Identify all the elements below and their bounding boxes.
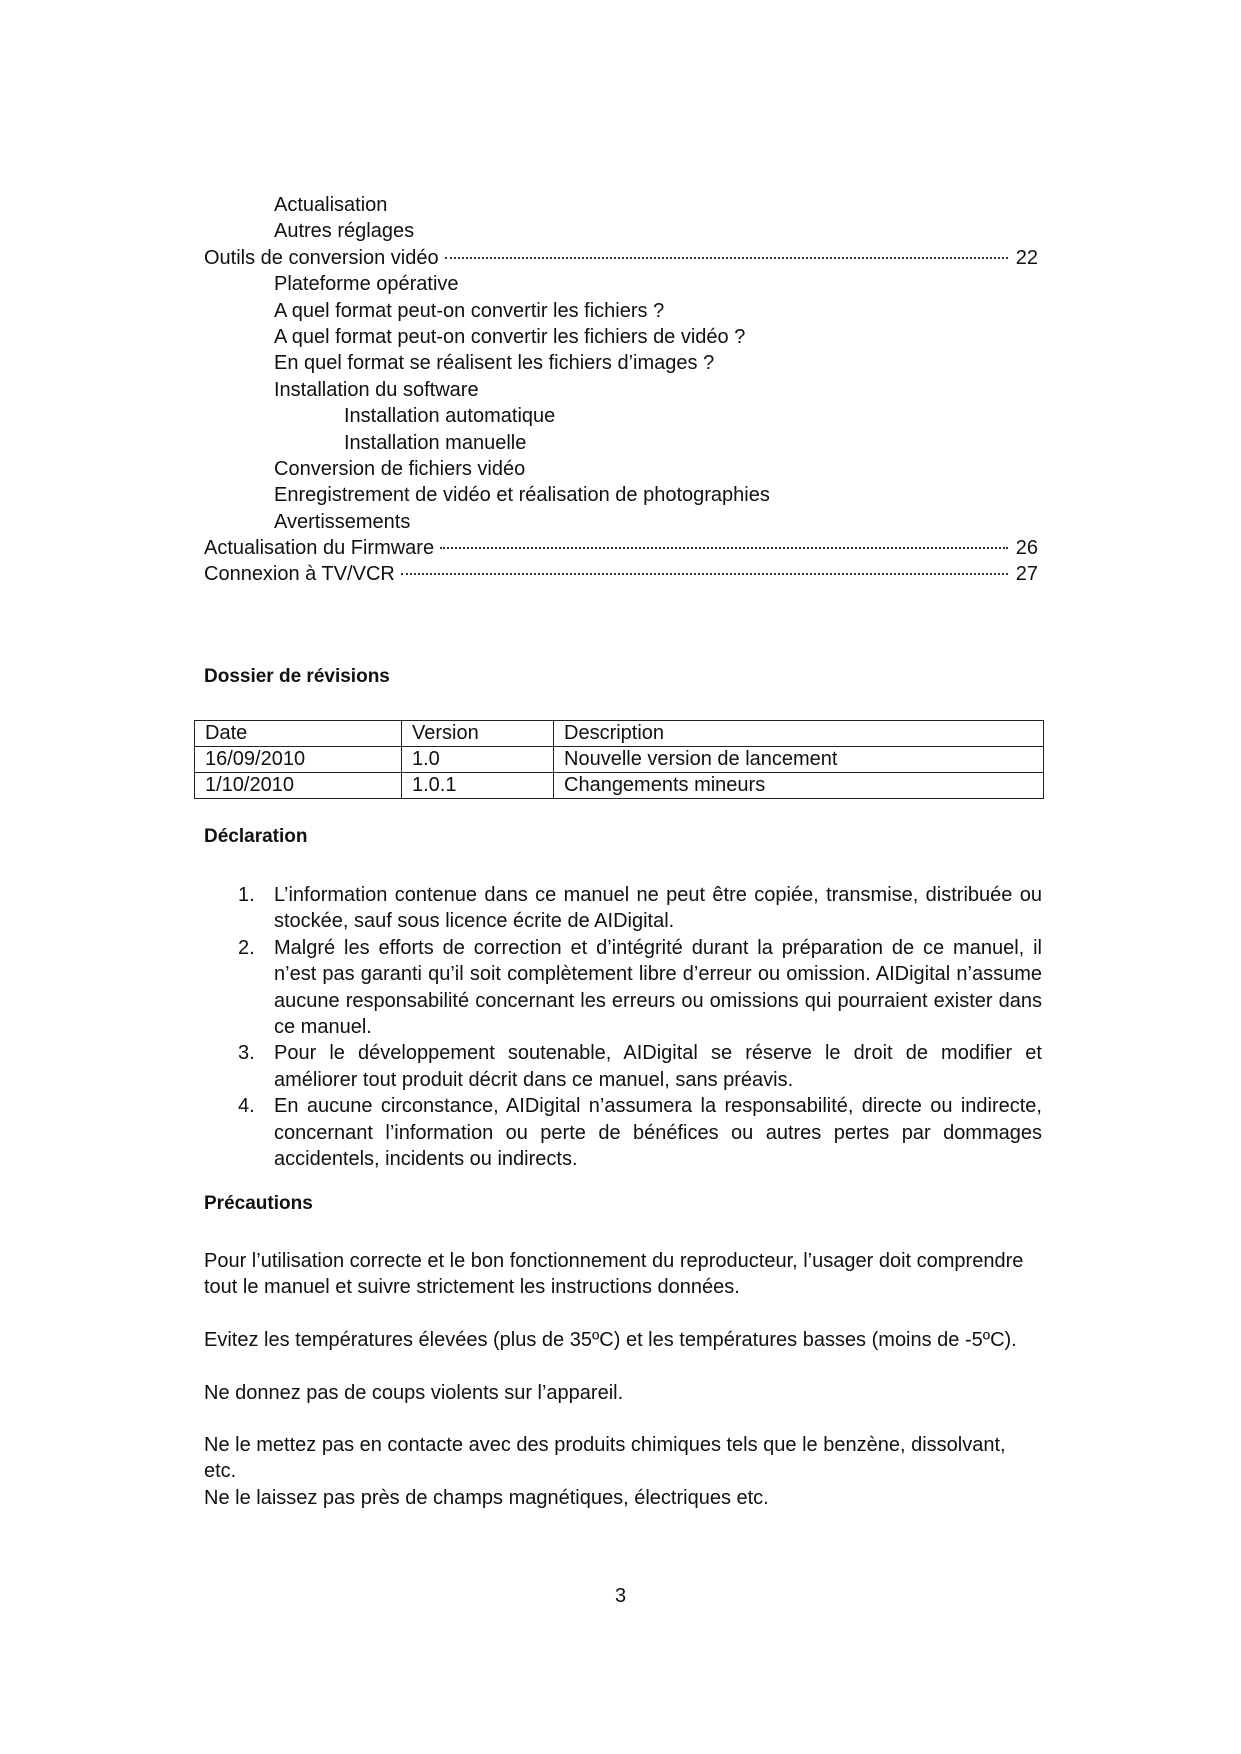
list-item-text: Malgré les efforts de correction et d’intégrité durant la préparation de ce manuel, il n’est pas garanti qu’il soit complètement libre d’erreur ou omission. AIDigital n’assume aucune responsabilité concernant les erreurs ou omissions qui pourraient exister dans ce manuel. (274, 936, 1042, 1039)
table-header-row (195, 721, 1044, 747)
toc-entry[interactable] (204, 192, 1038, 218)
list-item-number: 2. (238, 936, 255, 959)
list-item (204, 1040, 1042, 1093)
list-item (204, 882, 1042, 935)
table-header-cell: Description (554, 721, 1044, 747)
toc-entry-label: A quel format peut-on convertir les fichiers ? (274, 299, 665, 322)
toc-entry-label: Installation manuelle (344, 431, 527, 454)
toc-entry-label: Outils de conversion vidéo (204, 246, 439, 269)
toc-entry[interactable] (204, 509, 1038, 535)
toc-entry[interactable] (204, 377, 1038, 403)
declaration-list (204, 882, 1042, 1172)
toc-entry-label: Actualisation du Firmware (204, 537, 435, 560)
precaution-paragraph: Ne donnez pas de coups violents sur l’appareil. (204, 1382, 624, 1404)
toc-entry-label: Avertissements (274, 510, 411, 533)
toc-entry-label: Conversion de fichiers vidéo (274, 457, 526, 480)
precaution-paragraph: Ne le mettez pas en contacte avec des produits chimiques tels que le benzène, dissolvant, etc. (204, 1434, 1006, 1483)
table-of-contents (204, 192, 1038, 588)
toc-entry-label: Installation automatique (344, 405, 556, 428)
toc-leader-dots (445, 257, 1008, 259)
toc-entry-label: Installation du software (274, 378, 479, 401)
list-item (204, 935, 1042, 1041)
list-item-text: Pour le développement soutenable, AIDigital se réserve le droit de modifier et améliorer tout produit décrit dans ce manuel, sans préavis. (274, 1042, 1042, 1091)
toc-entry-label: Connexion à TV/VCR (204, 563, 395, 586)
toc-page-number: 22 (1015, 246, 1038, 269)
toc-entry[interactable] (204, 561, 1038, 587)
toc-entry[interactable] (204, 430, 1038, 456)
page-number: 3 (614, 1585, 627, 1607)
toc-entry[interactable] (204, 482, 1038, 508)
table-header-cell: Version (402, 721, 554, 747)
toc-entry-label: Plateforme opérative (274, 273, 459, 296)
toc-page-number: 27 (1015, 563, 1038, 586)
toc-entry-label: Actualisation (274, 194, 388, 216)
list-item-text: L’information contenue dans ce manuel ne peut être copiée, transmise, distribuée ou stockée, sauf sous licence écrite de AIDigital. (274, 884, 1042, 933)
toc-entry[interactable] (204, 535, 1038, 561)
list-item-number: 4. (238, 1095, 255, 1118)
revisions-heading: Dossier de révisions (204, 666, 390, 687)
toc-entry[interactable] (204, 218, 1038, 244)
table-cell: Nouvelle version de lancement (554, 747, 1044, 773)
toc-entry[interactable] (204, 403, 1038, 429)
toc-entry[interactable] (204, 298, 1038, 324)
list-item (204, 1093, 1042, 1172)
precaution-paragraph: Evitez les températures élevées (plus de 35ºC) et les températures basses (moins de -5ºC). (204, 1329, 1017, 1351)
table-row (195, 773, 1044, 799)
table-cell: 1.0.1 (402, 773, 554, 799)
toc-leader-dots (440, 547, 1008, 549)
precautions-heading: Précautions (204, 1193, 313, 1214)
toc-entry-label: En quel format se réalisent les fichiers d’images ? (274, 352, 715, 375)
table-header-cell: Date (195, 721, 402, 747)
toc-entry[interactable] (204, 245, 1038, 271)
precaution-paragraph: Ne le laissez pas près de champs magnétiques, électriques etc. (204, 1487, 769, 1509)
list-item-number: 3. (238, 1042, 255, 1065)
table-cell: 1.0 (402, 747, 554, 773)
precaution-paragraph: Pour l’utilisation correcte et le bon fonctionnement du reproducteur, l’usager doit comprendre tout le manuel et suivre strictement les instructions données. (204, 1250, 1024, 1299)
toc-page-number: 26 (1015, 537, 1038, 560)
table-row (195, 747, 1044, 773)
revisions-table (194, 720, 1044, 799)
toc-entry-label: A quel format peut-on convertir les fichiers de vidéo ? (274, 325, 746, 348)
toc-entry[interactable] (204, 271, 1038, 297)
list-item-number: 1. (238, 884, 255, 906)
table-cell: 16/09/2010 (195, 747, 402, 773)
list-item-text: En aucune circonstance, AIDigital n’assumera la responsabilité, directe ou indirecte, concernant l’information ou perte de bénéfices ou autres pertes par dommages accidentels, incidents ou indirects. (274, 1095, 1042, 1171)
toc-entry-label: Enregistrement de vidéo et réalisation de photographies (274, 484, 770, 507)
table-cell: Changements mineurs (554, 773, 1044, 799)
toc-entry[interactable] (204, 456, 1038, 482)
toc-entry-label: Autres réglages (274, 220, 415, 243)
table-cell: 1/10/2010 (195, 773, 402, 799)
declaration-heading: Déclaration (204, 826, 308, 847)
toc-entry[interactable] (204, 324, 1038, 350)
toc-leader-dots (401, 573, 1008, 575)
toc-entry[interactable] (204, 350, 1038, 376)
